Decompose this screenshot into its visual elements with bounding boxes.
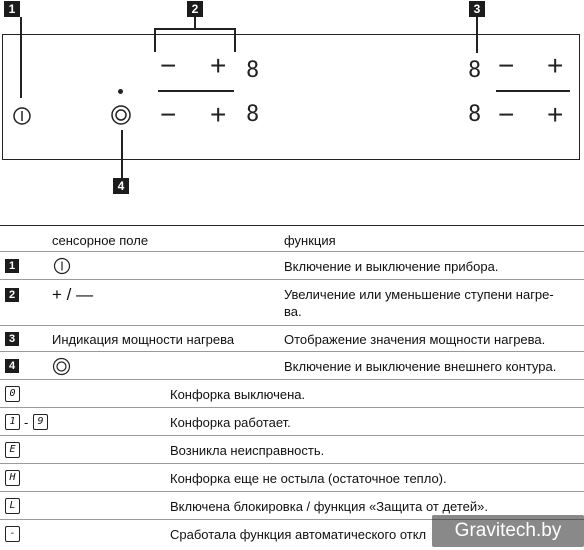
row-badge: 2 (5, 288, 19, 302)
plus-button-front-left[interactable]: + (210, 50, 227, 81)
power-icon (53, 257, 71, 275)
display-front-right: 8 (468, 58, 482, 83)
header-function: функция (284, 233, 336, 248)
table-row (0, 379, 584, 408)
callout-3: 3 (469, 1, 485, 17)
display-symbol: H (5, 470, 20, 486)
row-badge: 1 (5, 259, 19, 273)
power-icon (12, 106, 32, 126)
plus-button-front-right[interactable]: + (547, 50, 564, 81)
table-header (0, 225, 584, 252)
display-symbol: E (5, 442, 20, 458)
row-badge: 4 (5, 359, 19, 373)
header-field: сенсорное поле (52, 233, 149, 248)
dual-circuit-icon (52, 357, 71, 376)
row-function: Включение и выключение прибора. (284, 259, 499, 274)
display-symbol-to: 9 (33, 414, 48, 430)
plus-button-rear-right[interactable]: + (547, 99, 564, 130)
row-function-line2: ва. (284, 304, 302, 319)
dual-circuit-icon (110, 104, 132, 126)
zone-divider-left (158, 90, 234, 92)
row-function: Возникла неисправность. (170, 443, 325, 458)
minus-button-rear-left[interactable]: − (160, 99, 177, 130)
table-row (0, 407, 584, 436)
row-function: Отображение значения мощности нагрева. (284, 332, 546, 347)
display-symbol: L (5, 498, 20, 514)
table-row (0, 351, 584, 380)
minus-button-front-right[interactable]: − (498, 50, 515, 81)
display-front-left: 8 (246, 58, 260, 83)
display-rear-right: 8 (468, 102, 482, 127)
row-function: Конфорка еще не остыла (остаточное тепло). (170, 471, 447, 486)
watermark: Gravitech.by (432, 515, 584, 547)
row-function: Конфорка работает. (170, 415, 291, 430)
range-separator: - (24, 415, 29, 430)
table-row (0, 435, 584, 464)
table-row (0, 279, 584, 326)
row-field: Индикация мощности нагрева (52, 332, 235, 347)
plus-minus-icon: + / — (52, 285, 94, 304)
row-function: Включение и выключение внешнего контура. (284, 359, 557, 374)
plus-button-rear-left[interactable]: + (210, 99, 227, 130)
display-symbol: - (5, 526, 20, 542)
minus-button-front-left[interactable]: − (160, 50, 177, 81)
row-function: Конфорка выключена. (170, 387, 306, 402)
table-row (0, 325, 584, 352)
row-function-line1: Увеличение или уменьшение ступени нагре- (284, 287, 554, 302)
display-symbol-from: 1 (5, 414, 20, 430)
row-badge: 3 (5, 332, 19, 346)
row-function: Включена блокировка / функция «Защита от детей». (170, 499, 488, 514)
row-function: Сработала функция автоматического откл (170, 527, 427, 542)
callout-2-bracket (154, 28, 235, 30)
table-row (0, 463, 584, 492)
callout-4: 4 (113, 178, 129, 194)
display-rear-left: 8 (246, 102, 260, 127)
display-symbol: 0 (5, 386, 20, 402)
minus-button-rear-right[interactable]: − (498, 99, 515, 130)
callout-2: 2 (187, 1, 203, 17)
hob-control-panel (2, 34, 580, 160)
indicator-dot (118, 89, 123, 94)
zone-divider-right (496, 90, 570, 92)
callout-1: 1 (4, 1, 20, 17)
table-row (0, 251, 584, 280)
